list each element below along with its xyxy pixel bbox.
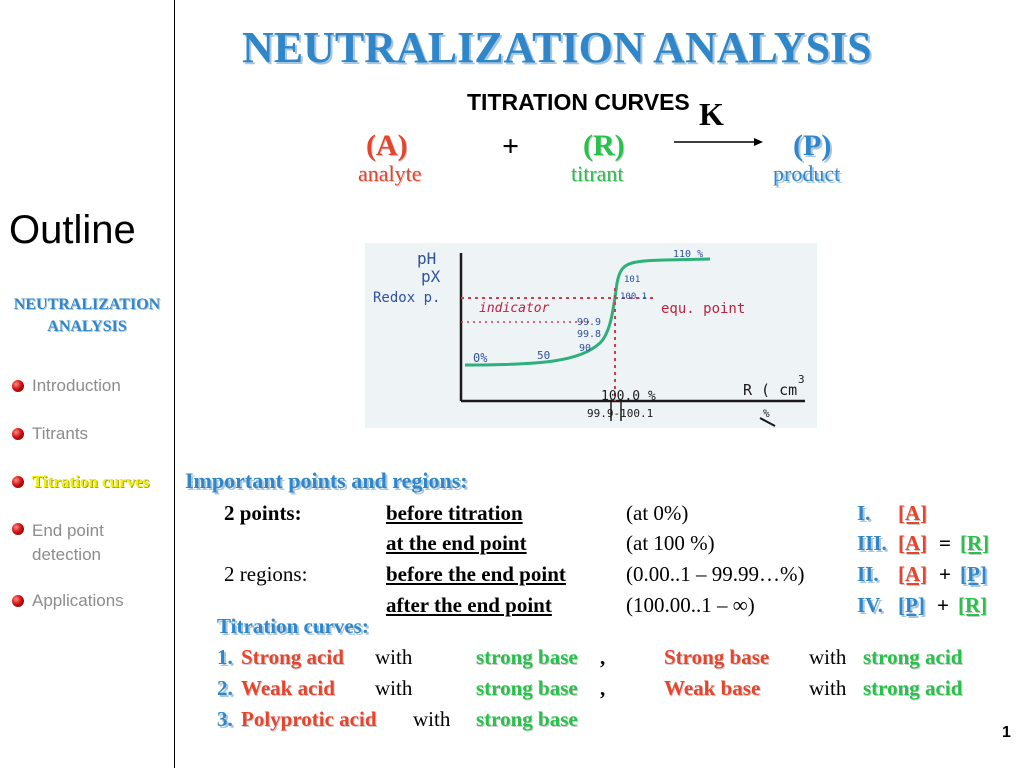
conc-analyte: [A] <box>898 501 928 525</box>
nav-item-titrants[interactable] <box>12 424 88 444</box>
conc-product: [P] <box>960 562 987 586</box>
graph-label-101: 101 <box>624 275 641 285</box>
row-numeral: IV. <box>857 593 883 617</box>
reaction-arrow-icon <box>672 135 764 149</box>
row-range: (at 0%) <box>626 501 689 525</box>
row-label: 2 points: <box>224 501 302 525</box>
rate-constant: K <box>699 96 724 132</box>
curve-with: with <box>809 676 847 700</box>
row-label <box>224 562 307 587</box>
graph-label-100-1: 100.1 <box>620 292 648 302</box>
graph-label-90: 90 <box>579 343 592 354</box>
outline-heading: Outline <box>9 208 136 252</box>
curve-titrant-2: strong acid <box>863 676 963 700</box>
row-numeral: I. <box>857 501 871 525</box>
bullet-icon <box>12 380 24 392</box>
row-description: after the end point <box>386 593 552 617</box>
curve-comma: , <box>600 645 606 669</box>
sidebar-subtitle: NEUTRALIZATION ANALYSIS <box>13 296 161 335</box>
analyte-symbol: (A) <box>366 129 408 162</box>
graph-label-r-axis-exponent: 3 <box>798 373 805 386</box>
curve-analyte-2: Weak base <box>664 676 761 700</box>
graph-label-r-axis: R ( cm <box>743 381 798 399</box>
page-title: NEUTRALIZATION ANALYSIS <box>242 23 872 72</box>
row-description: before the end point <box>386 562 566 586</box>
operator: + <box>939 562 951 586</box>
titrant-symbol: (R) <box>583 129 625 162</box>
product-label: product <box>773 161 841 186</box>
curve-analyte: Strong acid <box>241 645 344 669</box>
curve-titrant: strong base <box>476 707 578 731</box>
row-description: at the end point <box>386 531 527 555</box>
graph-label-redox: Redox p. <box>373 290 441 306</box>
graph-label-110pct: 110 % <box>673 249 704 260</box>
curve-with: with <box>375 645 413 669</box>
nav-item-label: Titration curves <box>32 472 150 491</box>
row-numeral: III. <box>857 531 887 555</box>
graph-label-ph: pH <box>417 249 437 268</box>
graph-label-99-8: 99.8 <box>577 329 602 340</box>
curve-analyte-2: Strong base <box>664 645 770 669</box>
operator: + <box>937 593 949 617</box>
nav-item-label: Introduction <box>32 376 121 395</box>
page-number: 1 <box>1002 724 1011 741</box>
curve-with: with <box>413 707 451 731</box>
curve-number: 2. <box>217 676 233 700</box>
nav-item-label: Titrants <box>32 424 89 443</box>
graph-label-50: 50 <box>537 349 551 362</box>
graph-label-0pct: 0% <box>473 351 488 365</box>
conc-product: [P] <box>898 593 925 617</box>
row-label-text: 2 regions <box>224 562 302 586</box>
nav-item-label: Applications <box>32 591 124 610</box>
conc-titrant: [R] <box>960 531 990 555</box>
analyte-label: analyte <box>358 161 422 186</box>
graph-label-99-9: 99.9 <box>577 317 602 328</box>
row-label-colon: : <box>301 562 308 586</box>
sidebar-divider <box>174 0 175 768</box>
nav-item-applications[interactable] <box>12 591 124 611</box>
conc-analyte: [A] <box>898 531 928 555</box>
row-range: (0.00..1 – 99.99…%) <box>626 562 805 586</box>
nav-item-end-point-detection[interactable] <box>12 519 132 567</box>
graph-label-equ-point: equ. point <box>661 301 746 317</box>
bullet-icon <box>12 476 24 488</box>
titration-curve-image <box>365 243 817 428</box>
curve-with: with <box>809 645 847 669</box>
curves-heading: Titration curves: <box>217 614 369 638</box>
bullet-icon <box>12 428 24 440</box>
curve-titrant: strong base <box>476 645 578 669</box>
bullet-icon <box>12 595 24 607</box>
product-symbol: (P) <box>793 129 832 162</box>
page-subtitle: TITRATION CURVES <box>467 89 690 115</box>
nav-item-introduction[interactable] <box>12 376 121 396</box>
curve-analyte: Weak acid <box>241 676 335 700</box>
conc-analyte: [A] <box>898 562 928 586</box>
curve-analyte: Polyprotic acid <box>241 707 377 731</box>
curve-titrant: strong base <box>476 676 578 700</box>
graph-label-px: pX <box>421 267 441 286</box>
graph-label-range: 99.9-100.1 <box>587 407 654 420</box>
nav-item-label: End point detection <box>32 521 104 564</box>
curve-titrant-2: strong acid <box>863 645 963 669</box>
bullet-icon <box>12 523 24 535</box>
important-heading: Important points and regions: <box>185 468 468 493</box>
curve-with: with <box>375 676 413 700</box>
row-range: (at 100 %) <box>626 531 715 555</box>
operator: = <box>939 531 951 555</box>
graph-label-100pct: 100.0 % <box>601 389 656 404</box>
titrant-label: titrant <box>571 161 624 186</box>
row-description: before titration <box>386 501 523 525</box>
row-numeral: II. <box>857 562 879 586</box>
curve-comma: , <box>600 676 606 700</box>
graph-label-indicator: indicator <box>479 301 550 316</box>
graph-label-pct: % <box>763 407 770 420</box>
row-range: (100.00..1 – ∞) <box>626 593 755 617</box>
nav-item-titration-curves[interactable] <box>12 472 149 492</box>
curve-number: 1. <box>217 645 233 669</box>
curve-number: 3. <box>217 707 233 731</box>
conc-titrant: [R] <box>958 593 988 617</box>
plus-sign: + <box>502 130 520 163</box>
